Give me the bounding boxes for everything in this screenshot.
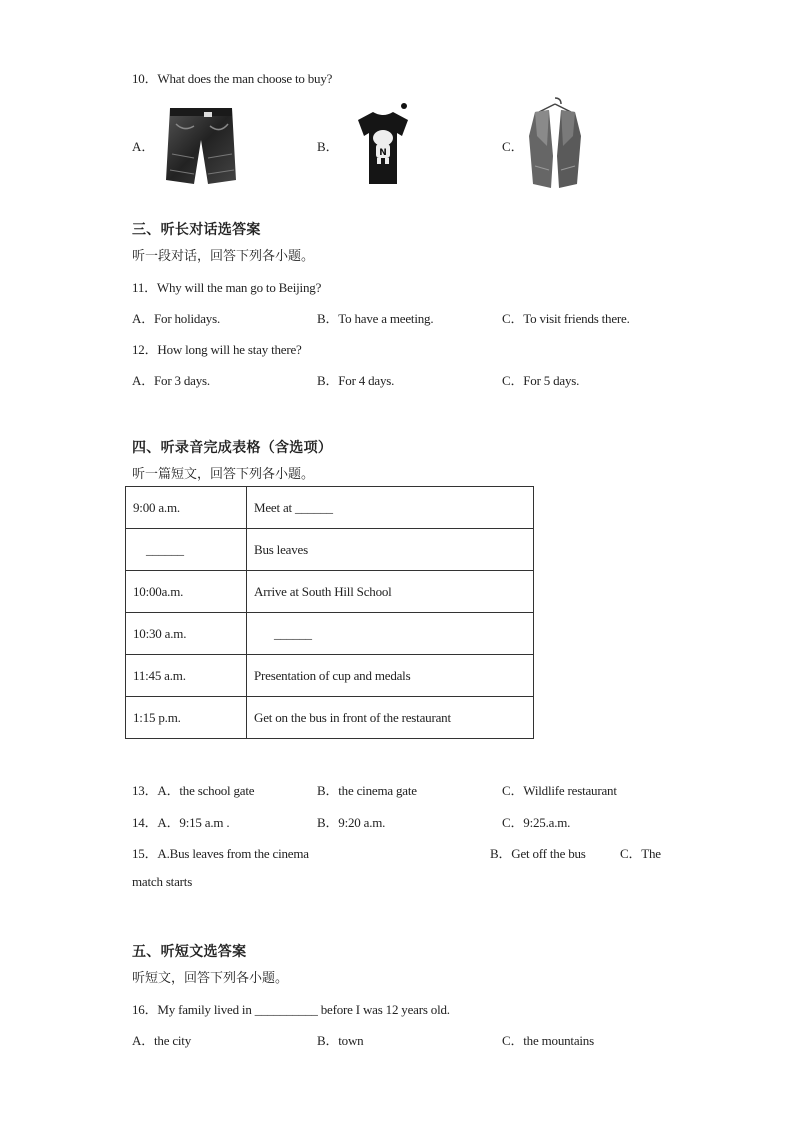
table-cell-event-blank: ______ [247,613,534,655]
q12-option-b: B．For 4 days. [317,373,395,388]
svg-text:N: N [379,148,387,158]
table-cell-time: 10:30 a.m. [126,613,247,655]
q12-option-c: C．For 5 days. [502,373,580,388]
q12-option-a: A．For 3 days. [132,373,210,388]
q10-option-c: C． [502,139,524,154]
table-cell-event: Get on the bus in front of the restaurant [247,697,534,739]
q13-option-c: C．Wildlife restaurant [502,783,617,798]
q16-question: 16．My family lived in __________ before I was 12 years old. [132,1002,450,1017]
q16-option-b: B．town [317,1033,364,1048]
section5-heading: 五、听短文选答案 [132,944,247,960]
table-row [126,529,534,571]
q10-option-b: B． [317,139,339,154]
table-cell-time-blank: ______ [126,529,247,571]
q14-option-b: B．9:20 a.m. [317,815,386,830]
q14-option-c: C．9:25.a.m. [502,815,571,830]
q14-option-a: 14．A．9:15 a.m . [132,815,230,830]
table-cell-event: Bus leaves [247,529,534,571]
schedule-table [125,486,534,739]
q15-option-b: B．Get off the bus [490,846,586,861]
vest-icon [525,96,585,192]
q15-option-a: 15．A.Bus leaves from the cinema [132,846,309,861]
table-cell-time: 11:45 a.m. [126,655,247,697]
tshirt-icon [356,102,410,186]
q13-option-a: 13．A．the school gate [132,783,255,798]
q11-question: 11．Why will the man go to Beijing? [132,280,322,295]
section3-instruction: 听一段对话，回答下列各小题。 [132,249,315,264]
table-row [126,613,534,655]
section5-instruction: 听短文，回答下列各小题。 [132,971,289,986]
q13-option-b: B．the cinema gate [317,783,417,798]
q10-option-a: A． [132,139,155,154]
q11-option-b: B．To have a meeting. [317,311,434,326]
q16-option-c: C．the mountains [502,1033,594,1048]
table-cell-time: 1:15 p.m. [126,697,247,739]
table-row [126,571,534,613]
shorts-icon [164,104,238,186]
section3-heading: 三、听长对话选答案 [132,222,261,238]
q10-question: 10．What does the man choose to buy? [132,71,333,86]
table-row [126,697,534,739]
table-row [126,655,534,697]
q11-option-a: A．For holidays. [132,311,221,326]
table-cell-event: Presentation of cup and medals [247,655,534,697]
table-cell-time: 10:00a.m. [126,571,247,613]
q12-question: 12．How long will he stay there? [132,342,302,357]
table-row [126,487,534,529]
q15-option-c-continued: match starts [132,874,193,889]
section4-instruction: 听一篇短文，回答下列各小题。 [132,467,315,482]
section4-heading: 四、听录音完成表格（含选项） [132,440,333,456]
q15-option-c: C．The [620,846,661,861]
q11-option-c: C．To visit friends there. [502,311,630,326]
table-cell-time: 9:00 a.m. [126,487,247,529]
table-cell-event: Meet at ______ [247,487,534,529]
table-cell-event: Arrive at South Hill School [247,571,534,613]
q16-option-a: A．the city [132,1033,192,1048]
